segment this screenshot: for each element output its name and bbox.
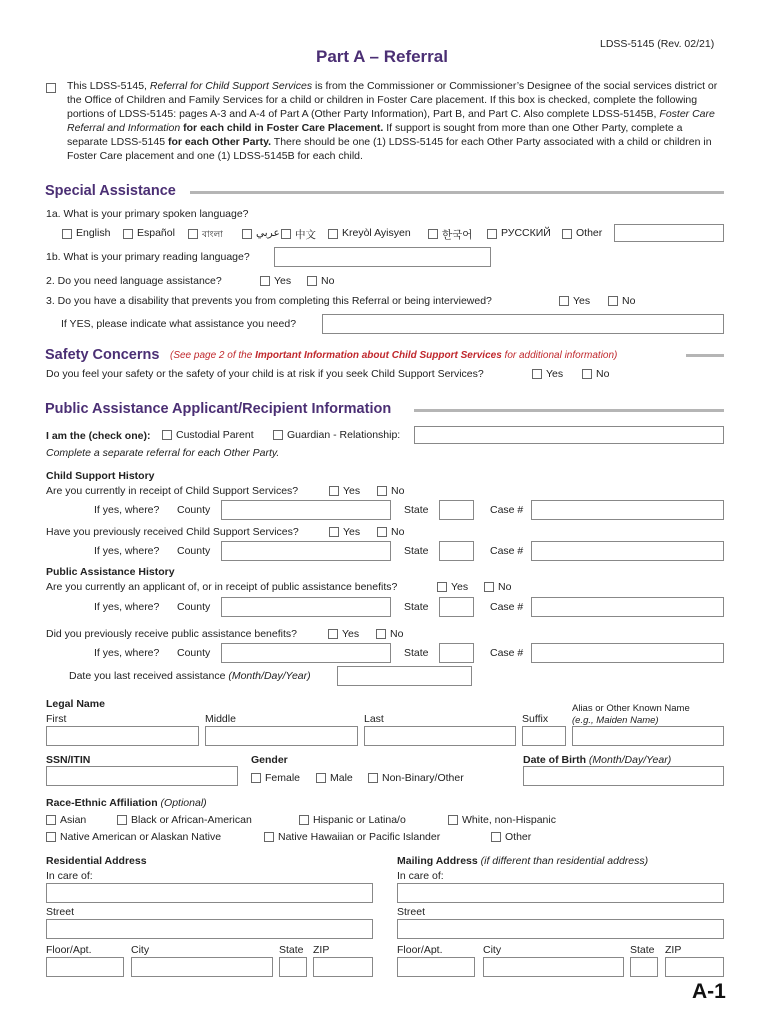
lang-chinese-label: 中文 bbox=[295, 229, 316, 241]
safety-no-checkbox[interactable] bbox=[582, 369, 592, 379]
cs-q2-yes-label: Yes bbox=[343, 526, 361, 538]
lang-chinese-checkbox[interactable] bbox=[281, 229, 291, 239]
mail-in-care-field[interactable] bbox=[397, 883, 724, 903]
mail-zip-field[interactable] bbox=[665, 957, 724, 977]
intro-paragraph: This LDSS-5145, Referral for Child Support Services is from the Commissioner or Commissioner’s Designee of the social services district or the Office of Children and Family Services for a child or children in Foster Care placement. If this box is checked, complete the following portions of LDSS-5145: pages A-3 and A-4 of Part A (Other Party Information), Part B, and Part C. Also complete LDSS-5145B, Foster Care Referral and Information for each child in Foster Care Placement. If support is sought from more than one Other Party, complete a separate LDSS-5145 for each Other Party. There should be one (1) LDSS-5145 for each Other Party associated with a child or children in Foster Care placement and one (1) LDSS-5145B for each child. bbox=[67, 80, 718, 162]
form-id: LDSS-5145 (Rev. 02/21) bbox=[600, 38, 715, 50]
cs-q1-where-label: If yes, where? bbox=[94, 504, 160, 516]
middle-name-field[interactable] bbox=[205, 726, 358, 746]
race-black-checkbox[interactable] bbox=[117, 815, 127, 825]
res-zip-label: ZIP bbox=[313, 944, 330, 956]
q2-label: 2. Do you need language assistance? bbox=[46, 275, 222, 287]
ssn-label: SSN/ITIN bbox=[46, 754, 91, 766]
pa-q2-county-field[interactable] bbox=[221, 643, 391, 663]
safety-note: (See page 2 of the Important Information about Child Support Services for additional information) bbox=[170, 350, 618, 361]
middle-name-label: Middle bbox=[205, 713, 236, 725]
q2-no-label: No bbox=[321, 275, 335, 287]
pa-q2-case-field[interactable] bbox=[531, 643, 724, 663]
suffix-label: Suffix bbox=[522, 713, 549, 725]
pa-q2-where-label: If yes, where? bbox=[94, 647, 160, 659]
res-in-care-field[interactable] bbox=[46, 883, 373, 903]
q3-yes-checkbox[interactable] bbox=[559, 296, 569, 306]
lang-russian-label: РУССКИЙ bbox=[501, 227, 551, 239]
res-city-field[interactable] bbox=[131, 957, 273, 977]
special-assistance-title: Special Assistance bbox=[45, 183, 176, 199]
reading-language-field[interactable] bbox=[274, 247, 491, 267]
race-native-hawaiian-checkbox[interactable] bbox=[264, 832, 274, 842]
race-asian-checkbox[interactable] bbox=[46, 815, 56, 825]
lang-kreyol-label: Kreyòl Ayisyen bbox=[342, 227, 411, 239]
q3-label: 3. Do you have a disability that prevents you from completing this Referral or being interviewed? bbox=[46, 295, 492, 307]
date-last-label: Date you last received assistance (Month/Day/Year) bbox=[69, 670, 311, 682]
pa-q1-case-field[interactable] bbox=[531, 597, 724, 617]
legal-name-title: Legal Name bbox=[46, 698, 105, 710]
pa-q1-county-label: County bbox=[177, 601, 211, 613]
public-assistance-history-title: Public Assistance History bbox=[46, 566, 175, 578]
mail-city-label: City bbox=[483, 944, 502, 956]
mail-floor-label: Floor/Apt. bbox=[397, 944, 443, 956]
mail-city-field[interactable] bbox=[483, 957, 624, 977]
mailing-address-title: Mailing Address (if different than residential address) bbox=[397, 855, 649, 867]
lang-kreyol-checkbox[interactable] bbox=[328, 229, 338, 239]
alias-example: (e.g., Maiden Name) bbox=[572, 715, 659, 726]
pa-q2-yes-label: Yes bbox=[342, 628, 360, 640]
foster-care-checkbox[interactable] bbox=[46, 83, 56, 93]
separate-referral-note: Complete a separate referral for each Other Party. bbox=[46, 447, 280, 459]
cs-q2-yes-checkbox[interactable] bbox=[329, 527, 339, 537]
gender-male-checkbox[interactable] bbox=[316, 773, 326, 783]
cs-q2-county-field[interactable] bbox=[221, 541, 391, 561]
res-state-label: State bbox=[279, 944, 304, 956]
guardian-relationship-field[interactable] bbox=[414, 426, 724, 444]
race-native-american-label: Native American or Alaskan Native bbox=[60, 831, 222, 843]
res-city-label: City bbox=[131, 944, 150, 956]
lang-other-label: Other bbox=[576, 227, 603, 239]
pa-q1-no-label: No bbox=[498, 581, 512, 593]
safety-no-label: No bbox=[596, 368, 610, 380]
res-street-field[interactable] bbox=[46, 919, 373, 939]
q2-yes-checkbox[interactable] bbox=[260, 276, 270, 286]
race-black-label: Black or African-American bbox=[131, 814, 252, 826]
lang-korean-label: 한국어 bbox=[442, 229, 473, 241]
cs-q2-county-label: County bbox=[177, 545, 211, 557]
gender-male-label: Male bbox=[330, 772, 353, 784]
mail-street-field[interactable] bbox=[397, 919, 724, 939]
first-name-field[interactable] bbox=[46, 726, 199, 746]
cs-q1-case-label: Case # bbox=[490, 504, 524, 516]
pa-q1-case-label: Case # bbox=[490, 601, 524, 613]
mail-in-care-label: In care of: bbox=[397, 870, 444, 882]
q3-no-checkbox[interactable] bbox=[608, 296, 618, 306]
q3-followup-label: If YES, please indicate what assistance you need? bbox=[61, 318, 297, 330]
cs-q2-state-field[interactable] bbox=[439, 541, 474, 561]
pa-q2-label: Did you previously receive public assistance benefits? bbox=[46, 628, 297, 640]
mail-state-field[interactable] bbox=[630, 957, 658, 977]
pa-q1-yes-checkbox[interactable] bbox=[437, 582, 447, 592]
pa-q2-yes-checkbox[interactable] bbox=[328, 629, 338, 639]
cs-q1-state-field[interactable] bbox=[439, 500, 474, 520]
gender-female-label: Female bbox=[265, 772, 301, 784]
res-zip-field[interactable] bbox=[313, 957, 373, 977]
cs-q1-case-field[interactable] bbox=[531, 500, 724, 520]
mail-street-label: Street bbox=[397, 906, 426, 918]
cs-q1-state-label: State bbox=[404, 504, 429, 516]
race-other-checkbox[interactable] bbox=[491, 832, 501, 842]
safety-yes-checkbox[interactable] bbox=[532, 369, 542, 379]
res-in-care-label: In care of: bbox=[46, 870, 93, 882]
lang-bengali-checkbox[interactable] bbox=[188, 229, 198, 239]
custodial-parent-label: Custodial Parent bbox=[176, 429, 254, 441]
residential-address-title: Residential Address bbox=[46, 855, 147, 867]
lang-arabic-label: عربي bbox=[256, 227, 280, 239]
cs-q1-label: Are you currently in receipt of Child Support Services? bbox=[46, 485, 299, 497]
lang-other-field[interactable] bbox=[614, 224, 724, 242]
pa-q1-county-field[interactable] bbox=[221, 597, 391, 617]
cs-q2-no-checkbox[interactable] bbox=[377, 527, 387, 537]
safety-question: Do you feel your safety or the safety of your child is at risk if you seek Child Support Services? bbox=[46, 368, 484, 380]
race-other-label: Other bbox=[505, 831, 532, 843]
lang-arabic-checkbox[interactable] bbox=[242, 229, 252, 239]
pa-q2-case-label: Case # bbox=[490, 647, 524, 659]
race-white-checkbox[interactable] bbox=[448, 815, 458, 825]
cs-q2-case-label: Case # bbox=[490, 545, 524, 557]
cs-q1-no-label: No bbox=[391, 485, 405, 497]
q2-yes-label: Yes bbox=[274, 275, 292, 287]
race-hispanic-label: Hispanic or Latina/o bbox=[313, 814, 406, 826]
pa-q1-state-field[interactable] bbox=[439, 597, 474, 617]
last-name-field[interactable] bbox=[364, 726, 516, 746]
race-label: Race-Ethnic Affiliation (Optional) bbox=[46, 797, 207, 809]
pa-q1-yes-label: Yes bbox=[451, 581, 469, 593]
ssn-field[interactable] bbox=[46, 766, 238, 786]
cs-q1-no-checkbox[interactable] bbox=[377, 486, 387, 496]
divider bbox=[686, 354, 724, 357]
last-name-label: Last bbox=[364, 713, 384, 725]
cs-q1-county-field[interactable] bbox=[221, 500, 391, 520]
lang-bengali-label: বাংলা bbox=[202, 229, 223, 239]
cs-q1-yes-checkbox[interactable] bbox=[329, 486, 339, 496]
safety-concerns-title: Safety Concerns bbox=[45, 347, 160, 363]
race-native-hawaiian-label: Native Hawaiian or Pacific Islander bbox=[278, 831, 441, 843]
race-white-label: White, non-Hispanic bbox=[462, 814, 556, 826]
public-assistance-title: Public Assistance Applicant/Recipient Information bbox=[45, 401, 392, 417]
dob-field[interactable] bbox=[523, 766, 724, 786]
dob-label: Date of Birth (Month/Day/Year) bbox=[523, 754, 672, 766]
res-floor-field[interactable] bbox=[46, 957, 124, 977]
lang-english-label: English bbox=[76, 227, 111, 239]
divider bbox=[414, 409, 724, 412]
gender-female-checkbox[interactable] bbox=[251, 773, 261, 783]
guardian-label: Guardian - Relationship: bbox=[287, 429, 401, 441]
mail-floor-field[interactable] bbox=[397, 957, 475, 977]
q1b-label: 1b. What is your primary reading language? bbox=[46, 251, 250, 263]
pa-q1-no-checkbox[interactable] bbox=[484, 582, 494, 592]
pa-q2-no-checkbox[interactable] bbox=[376, 629, 386, 639]
q3-no-label: No bbox=[622, 295, 636, 307]
alias-label: Alias or Other Known Name bbox=[572, 703, 690, 714]
gender-nonbinary-label: Non-Binary/Other bbox=[382, 772, 464, 784]
i-am-label: I am the (check one): bbox=[46, 430, 151, 442]
cs-q1-county-label: County bbox=[177, 504, 211, 516]
custodial-parent-checkbox[interactable] bbox=[162, 430, 172, 440]
cs-q2-no-label: No bbox=[391, 526, 405, 538]
lang-spanish-checkbox[interactable] bbox=[123, 229, 133, 239]
lang-spanish-label: Español bbox=[137, 227, 175, 239]
pa-q2-state-label: State bbox=[404, 647, 429, 659]
pa-q2-no-label: No bbox=[390, 628, 404, 640]
lang-russian-checkbox[interactable] bbox=[487, 229, 497, 239]
lang-other-checkbox[interactable] bbox=[562, 229, 572, 239]
first-name-label: First bbox=[46, 713, 67, 725]
divider bbox=[190, 191, 724, 194]
mail-zip-label: ZIP bbox=[665, 944, 682, 956]
q2-no-checkbox[interactable] bbox=[307, 276, 317, 286]
pa-q1-where-label: If yes, where? bbox=[94, 601, 160, 613]
pa-q2-state-field[interactable] bbox=[439, 643, 474, 663]
cs-q2-where-label: If yes, where? bbox=[94, 545, 160, 557]
child-support-history-title: Child Support History bbox=[46, 470, 155, 482]
pa-q1-label: Are you currently an applicant of, or in receipt of public assistance benefits? bbox=[46, 581, 398, 593]
race-asian-label: Asian bbox=[60, 814, 87, 826]
res-street-label: Street bbox=[46, 906, 75, 918]
mail-state-label: State bbox=[630, 944, 655, 956]
page-title: Part A – Referral bbox=[316, 47, 448, 66]
guardian-checkbox[interactable] bbox=[273, 430, 283, 440]
suffix-field[interactable] bbox=[522, 726, 566, 746]
res-floor-label: Floor/Apt. bbox=[46, 944, 92, 956]
date-last-field[interactable] bbox=[337, 666, 472, 686]
cs-q2-state-label: State bbox=[404, 545, 429, 557]
q1a-label: 1a. What is your primary spoken language? bbox=[46, 208, 249, 220]
cs-q1-yes-label: Yes bbox=[343, 485, 361, 497]
page-number: A-1 bbox=[692, 980, 726, 1003]
pa-q2-county-label: County bbox=[177, 647, 211, 659]
race-native-american-checkbox[interactable] bbox=[46, 832, 56, 842]
gender-label: Gender bbox=[251, 754, 288, 766]
safety-yes-label: Yes bbox=[546, 368, 564, 380]
lang-korean-checkbox[interactable] bbox=[428, 229, 438, 239]
alias-field[interactable] bbox=[572, 726, 724, 746]
race-hispanic-checkbox[interactable] bbox=[299, 815, 309, 825]
cs-q2-case-field[interactable] bbox=[531, 541, 724, 561]
lang-english-checkbox[interactable] bbox=[62, 229, 72, 239]
pa-q1-state-label: State bbox=[404, 601, 429, 613]
res-state-field[interactable] bbox=[279, 957, 307, 977]
gender-nonbinary-checkbox[interactable] bbox=[368, 773, 378, 783]
assistance-needed-field[interactable] bbox=[322, 314, 724, 334]
cs-q2-label: Have you previously received Child Support Services? bbox=[46, 526, 299, 538]
q3-yes-label: Yes bbox=[573, 295, 591, 307]
